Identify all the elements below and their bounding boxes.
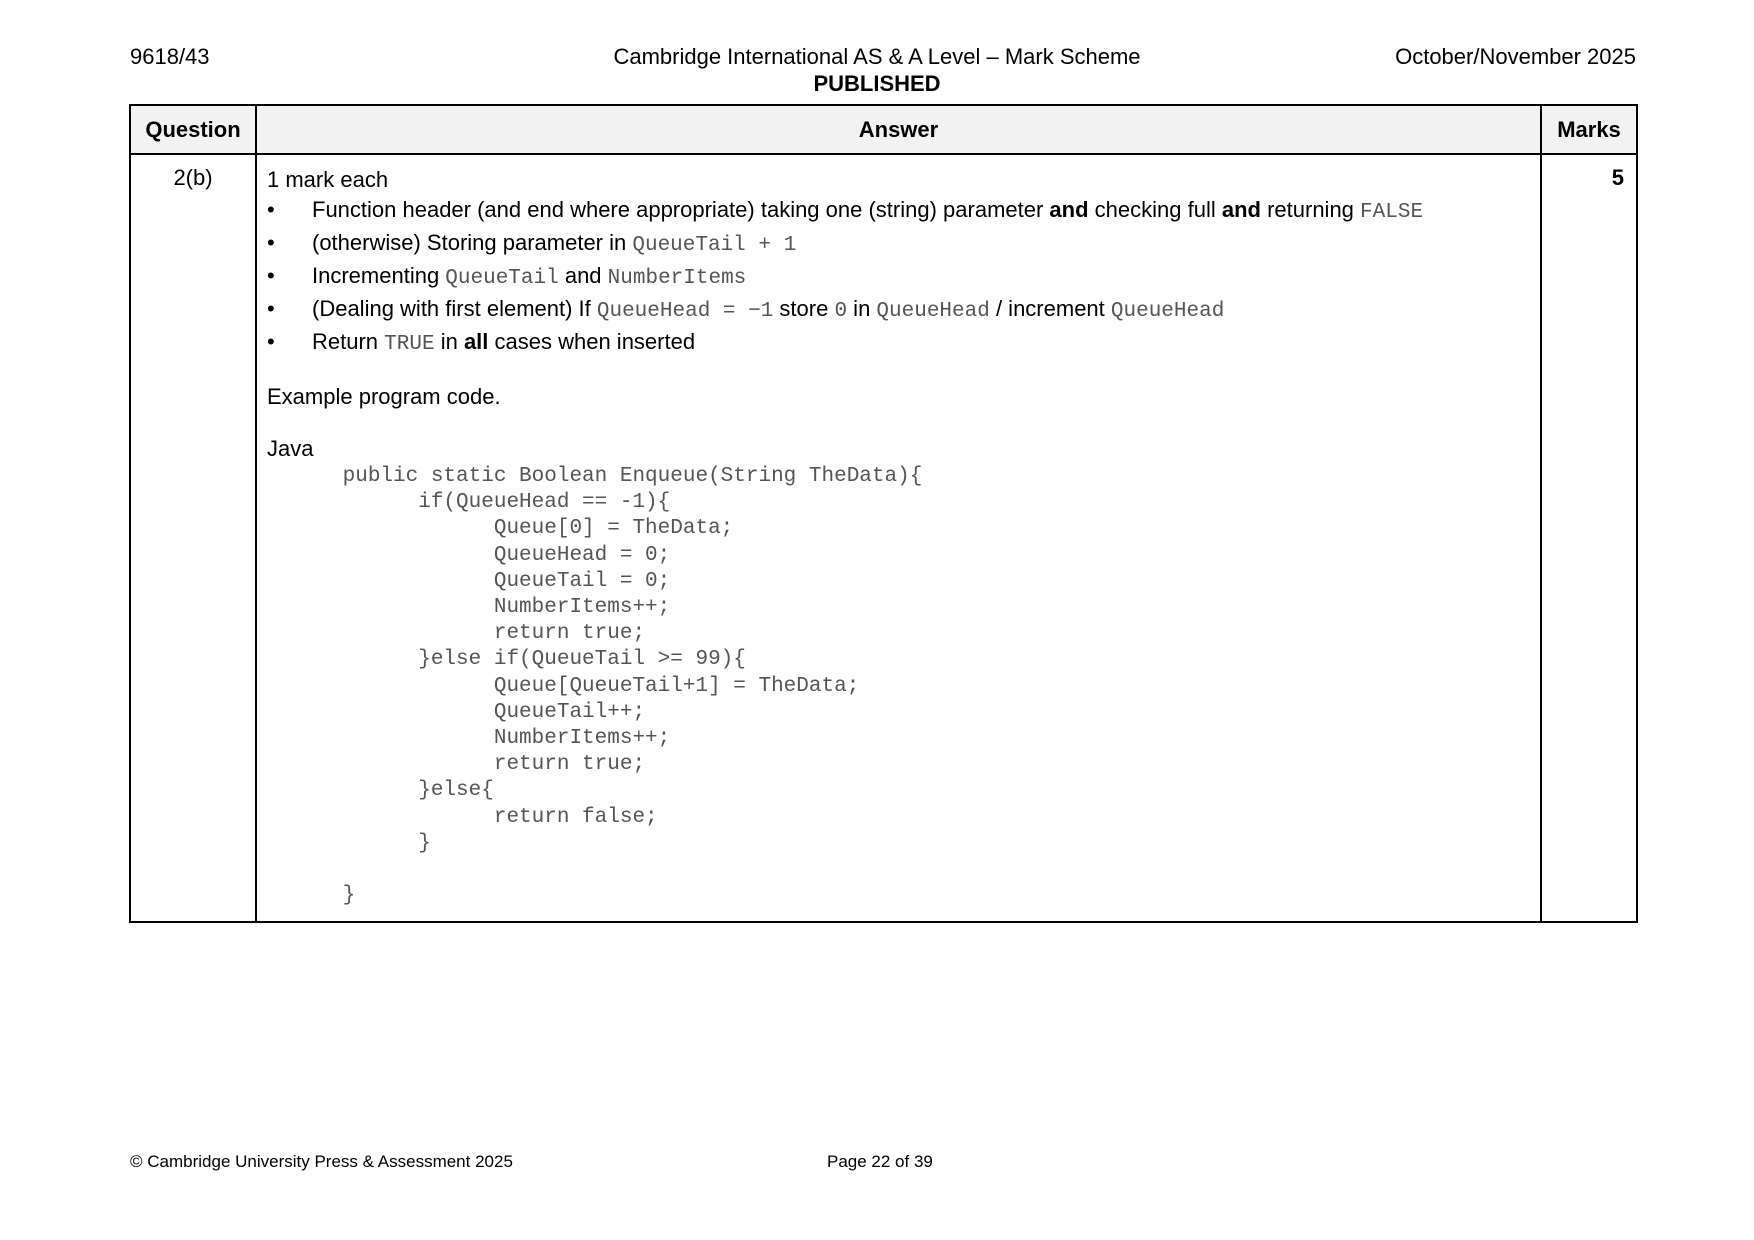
language-label: Java (267, 436, 314, 461)
marking-points-list (267, 195, 1530, 360)
page-number: Page 22 of 39 (827, 1152, 933, 1171)
table-header-row (130, 105, 1637, 154)
marks-value: 5 (1541, 154, 1637, 922)
table-row (130, 154, 1637, 922)
marking-point: • Return TRUE in all cases when inserted (267, 327, 1530, 360)
column-header-question: Question (130, 105, 256, 154)
mark-scheme-table (129, 104, 1638, 923)
example-label: Example program code. (267, 384, 501, 409)
marking-intro: 1 mark each (267, 167, 389, 192)
column-header-marks: Marks (1541, 105, 1637, 154)
marking-point: • Function header (and end where appropriate) taking one (string) parameter and checking full and returning FALSE (267, 195, 1530, 228)
code-block: public static Boolean Enqueue(String TheData){ if(QueueHead == -1){ Queue[0] = TheData; QueueHead = 0; QueueTail = 0; NumberItems++; return true; }else if(QueueTail >= 99){ Queue[QueueTail+1] = TheData; QueueTail++; NumberItems++; return true; }else{ return false; } } (342, 465, 923, 908)
copyright-notice: © Cambridge University Press & Assessment 2025 (130, 1152, 513, 1171)
marking-point: • Incrementing QueueTail and NumberItems (267, 261, 1530, 294)
paper-code: 9618/43 (130, 44, 210, 69)
document-title: Cambridge International AS & A Level – Mark Scheme (613, 44, 1141, 69)
column-header-answer: Answer (256, 105, 1541, 154)
answer-cell (256, 154, 1541, 922)
exam-session: October/November 2025 (1395, 44, 1636, 69)
marking-point: • (otherwise) Storing parameter in QueueTail + 1 (267, 228, 1530, 261)
question-number: 2(b) (130, 154, 256, 922)
marking-point: • (Dealing with first element) If QueueHead = −1 store 0 in QueueHead / increment QueueHead (267, 294, 1530, 327)
published-label: PUBLISHED (813, 71, 941, 96)
